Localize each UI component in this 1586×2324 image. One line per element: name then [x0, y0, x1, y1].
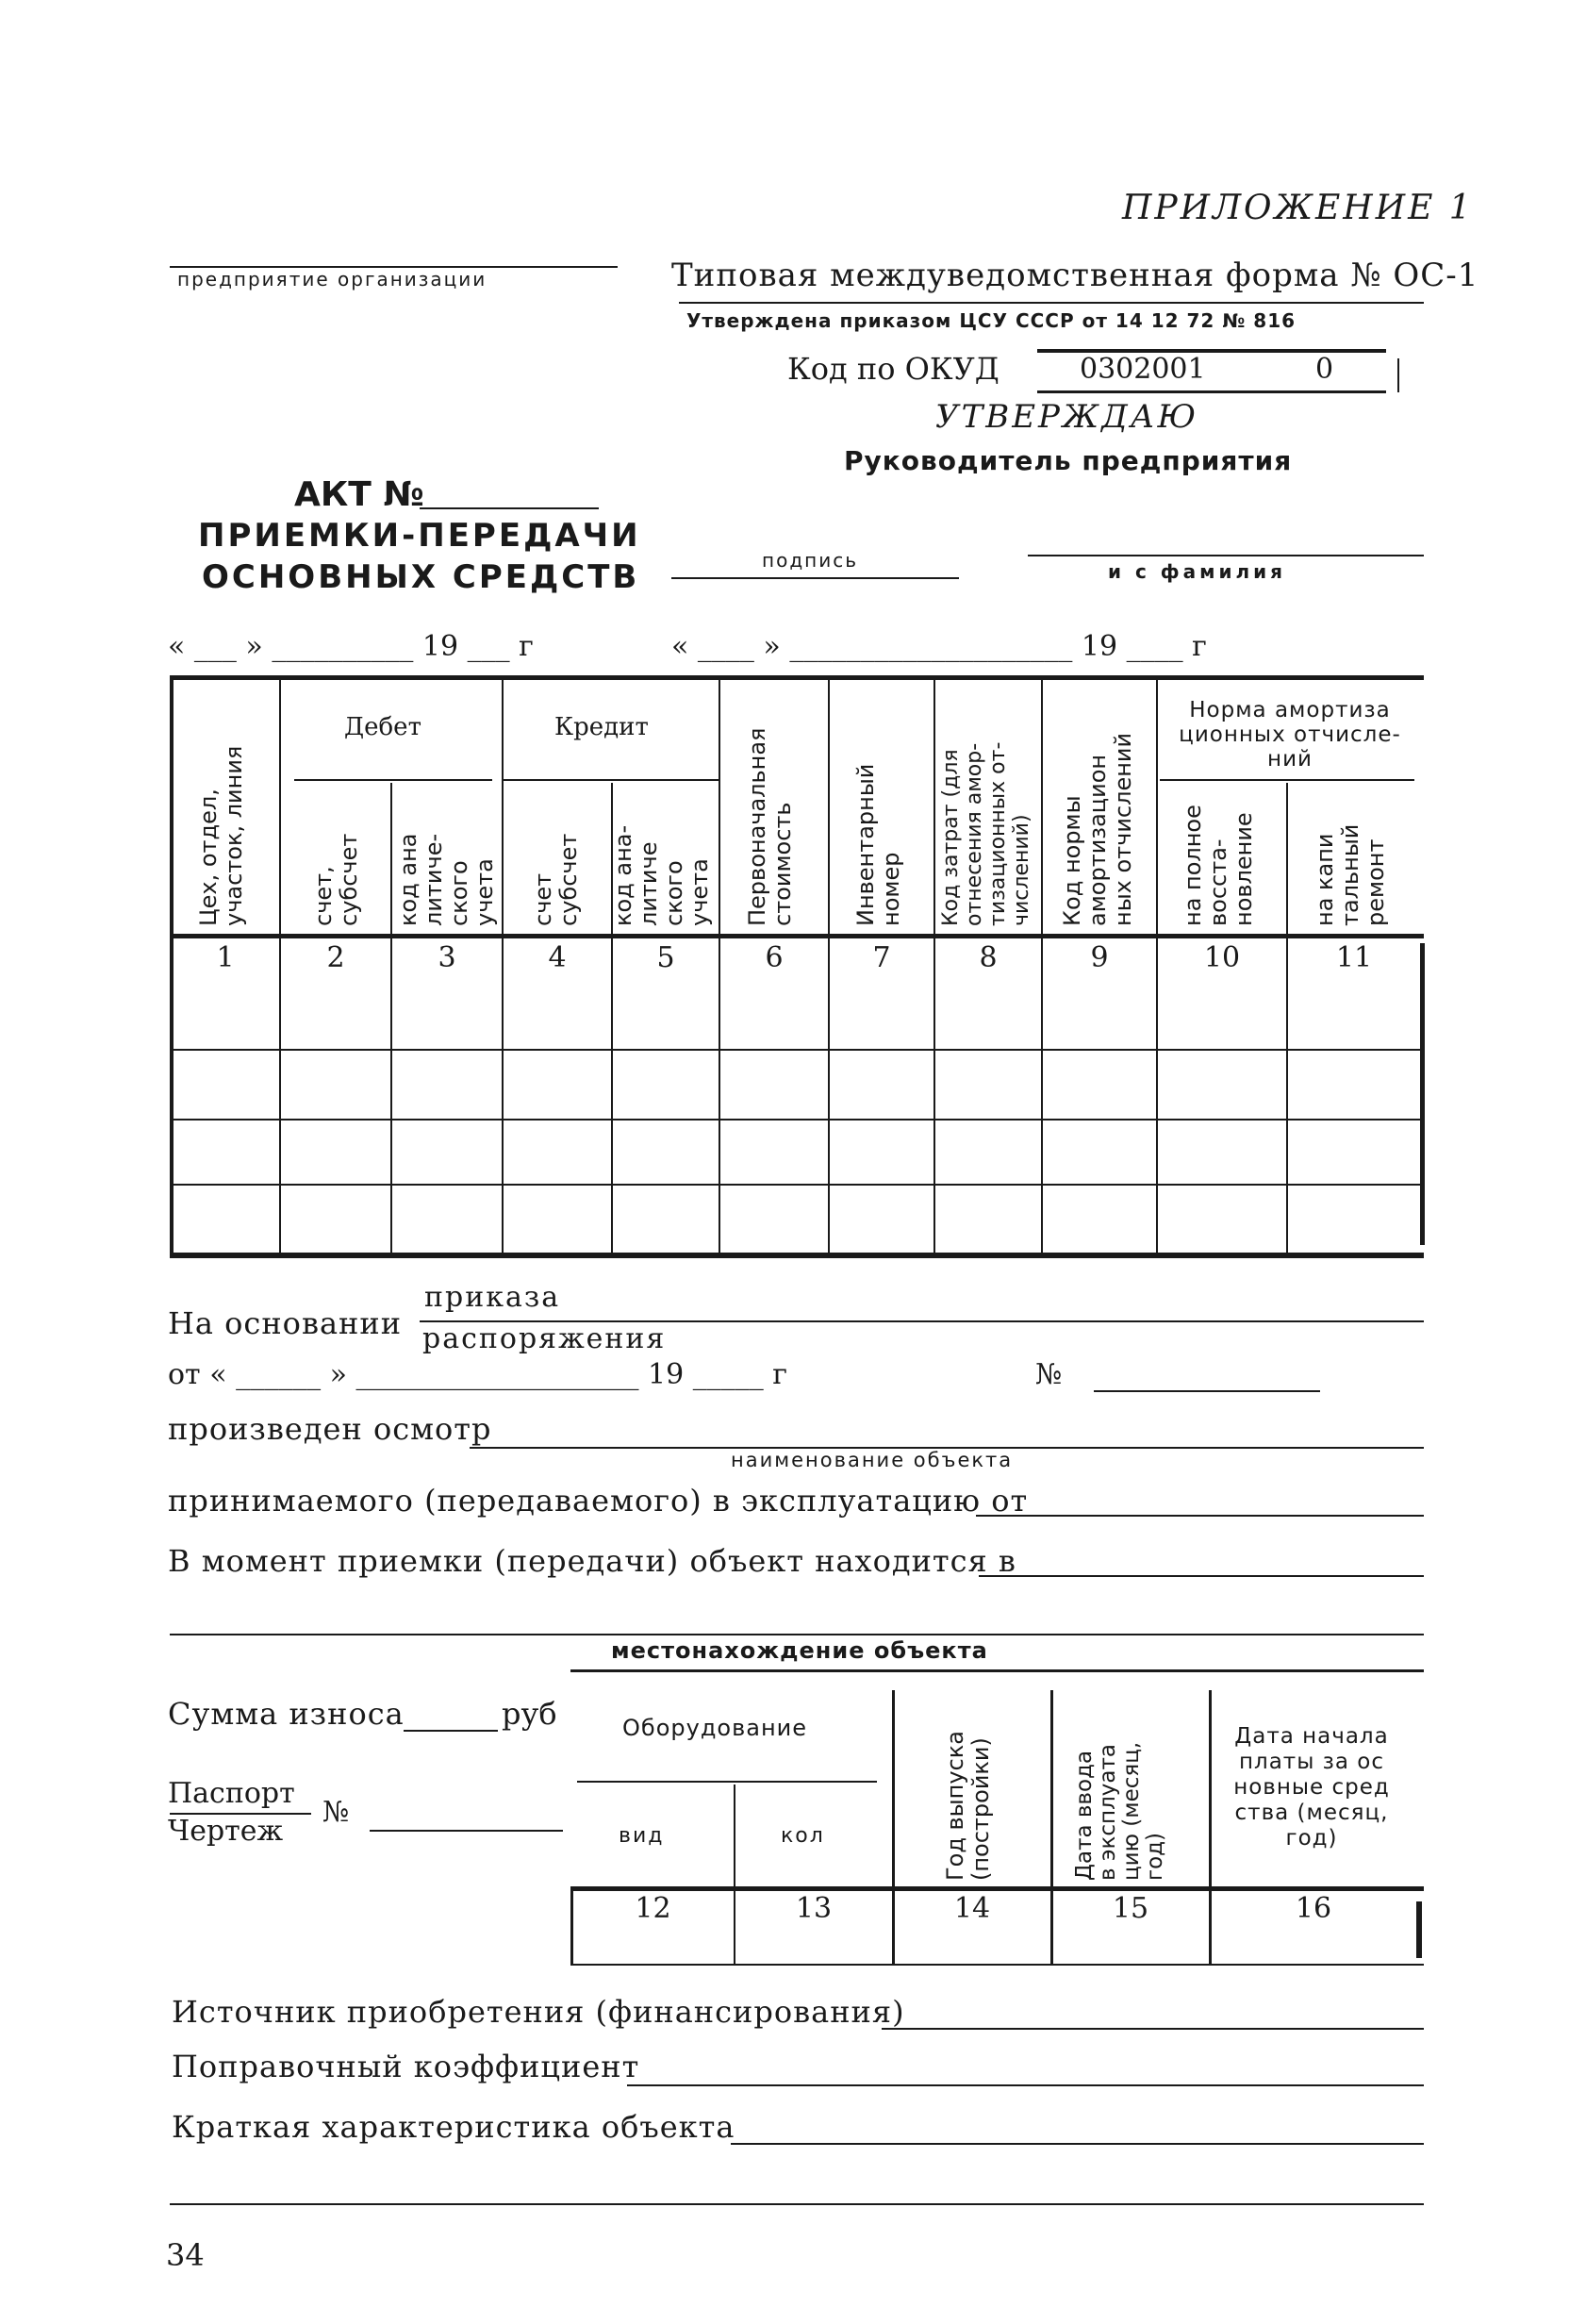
- description-line: [731, 2143, 1424, 2145]
- t1-col-number: 6: [765, 941, 784, 974]
- t1-group-line-credit: [502, 779, 719, 781]
- t2-header-kind: вид: [619, 1824, 665, 1848]
- location-caption: местонахождение объекта: [611, 1637, 988, 1664]
- source-line: [882, 2028, 1424, 2030]
- head-name-line: [1028, 555, 1424, 556]
- t2-bottom-border: [570, 1964, 1424, 1966]
- t1-header-full-restoration: на полное восста- новление: [1180, 805, 1257, 926]
- sign-caption: подпись: [762, 549, 858, 572]
- t1-col-number: 9: [1090, 941, 1109, 974]
- okud-suffix: 0: [1315, 353, 1334, 386]
- basis-label: На основании: [168, 1305, 403, 1341]
- coefficient-label: Поправочный коэффициент: [172, 2049, 640, 2084]
- description-label: Краткая характеристика объекта: [172, 2109, 735, 2145]
- t2-header-payment-date: Дата начала платы за ос новные сред ства (месяц, год): [1233, 1724, 1390, 1851]
- order-number-label: №: [1035, 1358, 1063, 1391]
- t1-col-line: [1286, 783, 1288, 1253]
- t1-col-number: 8: [979, 941, 998, 974]
- object-caption: наименование объекта: [731, 1449, 1014, 1471]
- location-line: [170, 1634, 1424, 1635]
- t1-col-number: 4: [548, 941, 567, 974]
- t1-header-credit-analytic: код ана- литиче ского учета: [610, 824, 713, 926]
- act-title-1: ПРИЕМКИ-ПЕРЕДАЧИ: [198, 517, 641, 555]
- t1-header-debit-analytic: код ана литиче- ского учета: [395, 833, 498, 926]
- passport-number-sign: №: [322, 1796, 350, 1829]
- accepted-line: [976, 1515, 1424, 1517]
- t2-col-number: 15: [1112, 1892, 1149, 1925]
- t1-col-number: 1: [216, 941, 235, 974]
- head-label: Руководитель предприятия: [844, 445, 1293, 476]
- t2-header-year: Год выпуска (постройки): [942, 1731, 994, 1881]
- order-number-line: [1094, 1390, 1320, 1392]
- t1-header-credit: Кредит: [554, 713, 649, 741]
- act-number-line: [420, 507, 599, 509]
- t2-header-bottom: [570, 1886, 1424, 1891]
- t1-row-line: [170, 1184, 1424, 1186]
- t1-bottom-border: [170, 1253, 1424, 1258]
- t1-col-number: 7: [872, 941, 891, 974]
- t2-col-line: [1416, 1901, 1422, 1958]
- wear-line: [404, 1730, 498, 1732]
- appendix-label: ПРИЛОЖЕНИЕ 1: [1122, 189, 1474, 227]
- page-number: 34: [166, 2237, 205, 2273]
- t1-row-line: [170, 1119, 1424, 1120]
- basis-directive: распоряжения: [422, 1322, 667, 1355]
- t1-col-line: [390, 783, 392, 1253]
- t2-header-commission: Дата ввода в эксплуата цию (месяц, год): [1072, 1741, 1167, 1881]
- t1-col-number: 2: [326, 941, 345, 974]
- t1-header-workshop: Цех, отдел, участок, линия: [195, 745, 247, 926]
- t1-header-cost-code: Код затрат (для отнесения амор- тизационных от- числений): [939, 741, 1033, 926]
- t1-header-inventory-no: Инвентарный номер: [852, 763, 904, 926]
- basis-order: приказа: [424, 1281, 561, 1314]
- t1-group-line-norm: [1160, 779, 1414, 781]
- okud-box-edge: [1397, 358, 1399, 392]
- drawing-label: Чертеж: [168, 1815, 284, 1848]
- okud-label: Код по ОКУД: [787, 351, 1000, 387]
- inspection-label: произведен осмотр: [168, 1411, 492, 1447]
- from-line: от « ______ » ____________________ 19 _____ г: [168, 1358, 788, 1391]
- t1-col-number: 5: [656, 941, 675, 974]
- approval-text: Утверждена приказом ЦСУ СССР от 14 12 72 № 816: [686, 309, 1297, 332]
- wear-label: Сумма износа: [168, 1696, 405, 1732]
- t2-top-border: [570, 1669, 1424, 1672]
- t1-top-border: [170, 675, 1424, 680]
- t1-header-norm-group: Норма амортиза ционных отчисле- ний: [1179, 698, 1401, 772]
- t1-group-line-debit: [294, 779, 492, 781]
- t2-col-number: 14: [953, 1892, 991, 1925]
- t2-col-number: 12: [635, 1892, 671, 1925]
- t1-header-bottom: [170, 934, 1424, 938]
- t2-col-number: 13: [795, 1892, 833, 1925]
- act-title-2: ОСНОВНЫХ СРЕДСТВ: [202, 558, 640, 596]
- passport-label: Паспорт: [168, 1777, 295, 1810]
- coefficient-line: [627, 2084, 1424, 2086]
- t2-col-line: [734, 1784, 735, 1964]
- t2-equipment-line: [577, 1781, 877, 1783]
- accepted-label: принимаемого (передаваемого) в эксплуатацию от: [168, 1483, 1029, 1519]
- sign-line: [671, 577, 959, 579]
- source-label: Источник приобретения (финансирования): [172, 1994, 905, 2030]
- wear-unit: руб: [502, 1696, 557, 1732]
- t1-header-initial-cost: Первоначальная стоимость: [744, 727, 796, 926]
- t1-row-line: [170, 1049, 1424, 1051]
- t2-header-equipment: Оборудование: [622, 1715, 807, 1741]
- date-left: « ___ » __________ 19 ___ г: [168, 630, 534, 663]
- moment-line: [979, 1575, 1424, 1577]
- t1-header-debit: Дебет: [344, 713, 421, 741]
- t1-header-capital-repair: на капи тальный ремонт: [1312, 823, 1389, 926]
- moment-label: В момент приемки (передачи) объект находится в: [168, 1543, 1016, 1579]
- passport-number-line: [370, 1830, 563, 1832]
- t1-col-number: 11: [1335, 941, 1373, 974]
- t2-header-qty: кол: [781, 1824, 825, 1848]
- t1-col-number: 10: [1203, 941, 1241, 974]
- approve-word: УТВЕРЖДАЮ: [935, 398, 1199, 436]
- final-line: [170, 2203, 1424, 2205]
- t1-header-credit-account: счет субсчет: [530, 833, 582, 926]
- form-title: Типовая междуведомственная форма № ОС-1: [671, 257, 1479, 294]
- t1-header-norm-code: Код нормы амортизацион ных отчислений: [1059, 732, 1136, 926]
- name-caption: и с фамилия: [1108, 560, 1286, 583]
- okud-code: 0302001: [1080, 353, 1206, 386]
- t1-col-line: [1420, 943, 1425, 1245]
- t2-col-number: 16: [1295, 1892, 1332, 1925]
- enterprise-caption: предприятие организации: [177, 268, 487, 290]
- act-number-label: АКТ №: [294, 475, 424, 514]
- t1-header-debit-account: счет, субсчет: [310, 833, 362, 926]
- date-right: « ____ » ____________________ 19 ____ г: [671, 630, 1207, 663]
- t1-col-number: 3: [438, 941, 456, 974]
- form-title-underline: [679, 302, 1424, 304]
